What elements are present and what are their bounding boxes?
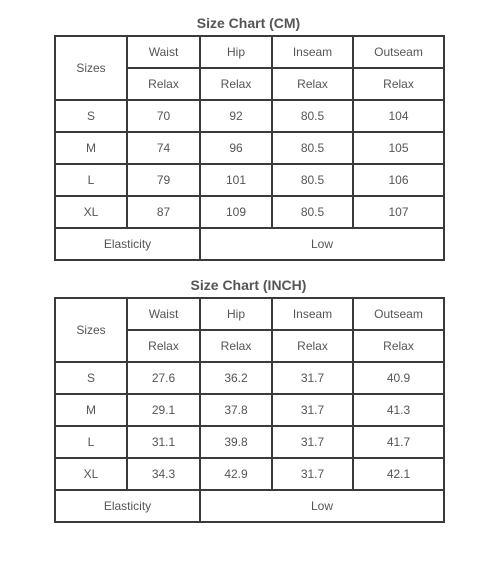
table-row <box>55 100 444 132</box>
elasticity-label: Elasticity <box>55 228 200 260</box>
size-label: L <box>55 164 127 196</box>
waist-header: Waist <box>127 36 200 68</box>
outseam-fit: Relax <box>353 330 444 362</box>
table-row <box>55 426 444 458</box>
hip-value: 96 <box>200 132 272 164</box>
inseam-fit: Relax <box>272 68 353 100</box>
sizes-header: Sizes <box>55 298 127 362</box>
outseam-value: 104 <box>353 100 444 132</box>
elasticity-value: Low <box>200 490 444 522</box>
inseam-value: 31.7 <box>272 362 353 394</box>
table-header-row <box>55 298 444 330</box>
size-chart-cm-table <box>54 35 445 261</box>
size-chart-cm-title: Size Chart (CM) <box>196 15 301 31</box>
hip-header: Hip <box>200 36 272 68</box>
hip-value: 101 <box>200 164 272 196</box>
waist-value: 87 <box>127 196 200 228</box>
hip-value: 42.9 <box>200 458 272 490</box>
elasticity-row <box>55 490 444 522</box>
outseam-value: 41.7 <box>353 426 444 458</box>
table-header-row <box>55 36 444 68</box>
inseam-value: 31.7 <box>272 458 353 490</box>
table-row <box>55 458 444 490</box>
hip-fit: Relax <box>200 68 272 100</box>
waist-value: 70 <box>127 100 200 132</box>
size-label: XL <box>55 458 127 490</box>
outseam-value: 106 <box>353 164 444 196</box>
size-label: S <box>55 362 127 394</box>
waist-fit: Relax <box>127 68 200 100</box>
size-label: XL <box>55 196 127 228</box>
elasticity-label: Elasticity <box>55 490 200 522</box>
size-label: M <box>55 394 127 426</box>
elasticity-row <box>55 228 444 260</box>
outseam-header: Outseam <box>353 36 444 68</box>
waist-header: Waist <box>127 298 200 330</box>
size-label: M <box>55 132 127 164</box>
table-row <box>55 196 444 228</box>
waist-value: 79 <box>127 164 200 196</box>
outseam-fit: Relax <box>353 68 444 100</box>
inseam-value: 31.7 <box>272 394 353 426</box>
waist-value: 27.6 <box>127 362 200 394</box>
outseam-value: 41.3 <box>353 394 444 426</box>
table-row <box>55 362 444 394</box>
inseam-value: 80.5 <box>272 132 353 164</box>
waist-value: 29.1 <box>127 394 200 426</box>
hip-value: 36.2 <box>200 362 272 394</box>
outseam-value: 105 <box>353 132 444 164</box>
waist-value: 74 <box>127 132 200 164</box>
size-chart-inch-table <box>54 297 445 523</box>
elasticity-value: Low <box>200 228 444 260</box>
hip-value: 39.8 <box>200 426 272 458</box>
outseam-value: 107 <box>353 196 444 228</box>
table-row <box>55 132 444 164</box>
inseam-header: Inseam <box>272 36 353 68</box>
inseam-value: 31.7 <box>272 426 353 458</box>
inseam-header: Inseam <box>272 298 353 330</box>
outseam-header: Outseam <box>353 298 444 330</box>
inseam-value: 80.5 <box>272 196 353 228</box>
inseam-value: 80.5 <box>272 164 353 196</box>
inseam-value: 80.5 <box>272 100 353 132</box>
inseam-fit: Relax <box>272 330 353 362</box>
hip-value: 109 <box>200 196 272 228</box>
waist-value: 31.1 <box>127 426 200 458</box>
size-label: S <box>55 100 127 132</box>
size-label: L <box>55 426 127 458</box>
table-row <box>55 164 444 196</box>
hip-value: 92 <box>200 100 272 132</box>
waist-fit: Relax <box>127 330 200 362</box>
size-chart-inch-title: Size Chart (INCH) <box>190 277 307 293</box>
sizes-header: Sizes <box>55 36 127 100</box>
waist-value: 34.3 <box>127 458 200 490</box>
hip-fit: Relax <box>200 330 272 362</box>
outseam-value: 40.9 <box>353 362 444 394</box>
outseam-value: 42.1 <box>353 458 444 490</box>
hip-header: Hip <box>200 298 272 330</box>
table-row <box>55 394 444 426</box>
hip-value: 37.8 <box>200 394 272 426</box>
